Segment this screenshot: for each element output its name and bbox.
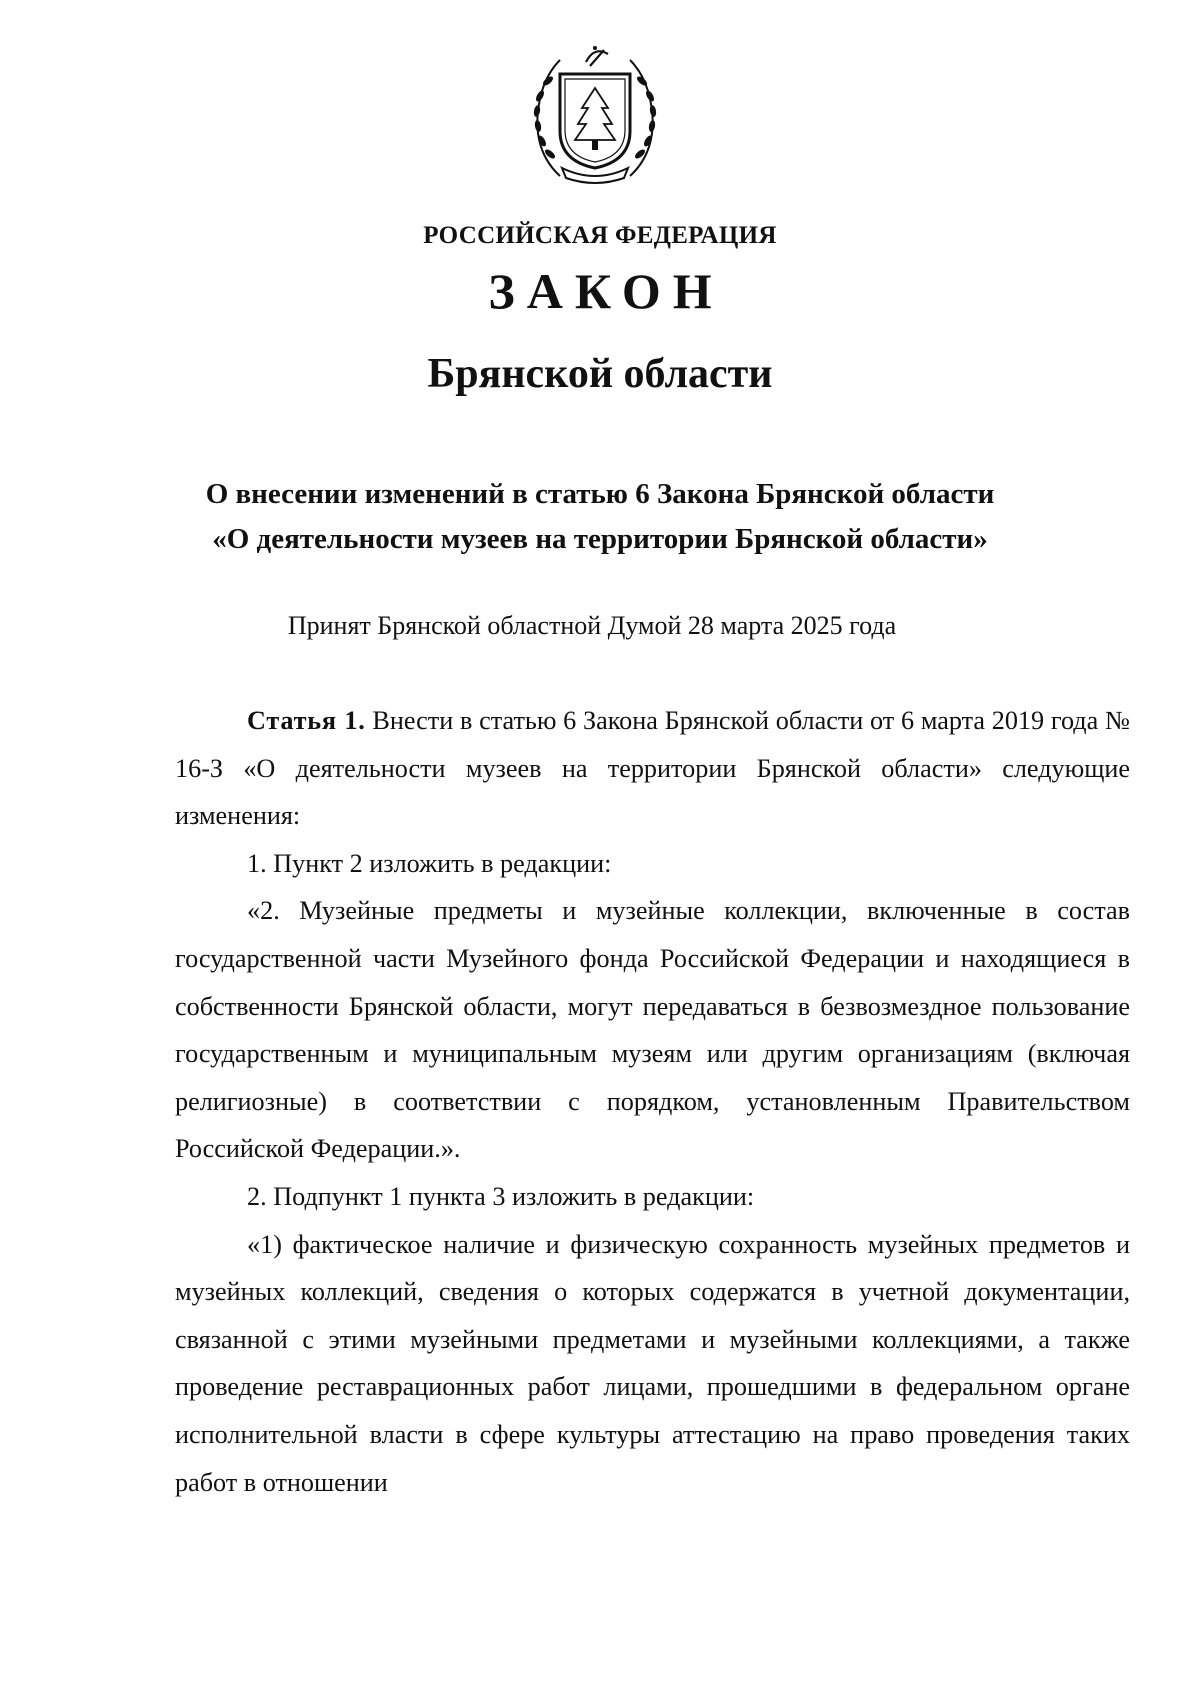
bryansk-coat-of-arms-icon: [520, 36, 670, 186]
item-1-text: «2. Музейные предметы и музейные коллекции, включенные в состав государственной части Музейного фонда Российской Федерации и находящиеся в собственности Брянской области, могут передаваться в безвозмездное пользование государственным и муниципальным музеям или другим организациям (включая религиозные) в соответствии с порядком, установленным Правительством Российской Федерации.».: [175, 896, 1130, 1164]
article-1-intro: [175, 697, 1130, 840]
federation-heading: РОССИЙСКАЯ ФЕДЕРАЦИЯ: [423, 222, 777, 249]
law-title-line-2: «О деятельности музеев на территории Брянской области»: [212, 523, 988, 555]
article-label: Статья 1.: [247, 706, 366, 735]
document-type-heading: ЗАКОН: [488, 263, 724, 319]
item-2-text: «1) фактическое наличие и физическую сохранность музейных предметов и музейных коллекций, сведения о которых содержатся в учетной документации, связанной с этими музейными предметами и музейными коллекциями, а также проведение реставрационных работ лицами, прошедшими в федеральном органе исполнительной власти в сфере культуры аттестацию на право проведения таких работ в отношении: [175, 1229, 1130, 1497]
adoption-statement: Принят Брянской областной Думой 28 марта 2025 года: [287, 611, 897, 640]
law-title: [140, 472, 1060, 562]
law-body: [175, 697, 1130, 1506]
article-1-intro-text: Внести в статью 6 Закона Брянской области от 6 марта 2019 года № 16-З «О деятельности музеев на территории Брянской области» следующие изменения:: [175, 706, 1131, 831]
region-heading: Брянской области: [427, 351, 773, 397]
law-title-line-1: О внесении изменений в статью 6 Закона Брянской области: [205, 478, 995, 510]
item-2-heading: 2. Подпункт 1 пункта 3 изложить в редакции:: [247, 1181, 755, 1211]
item-1-heading: 1. Пункт 2 изложить в редакции:: [247, 848, 612, 878]
